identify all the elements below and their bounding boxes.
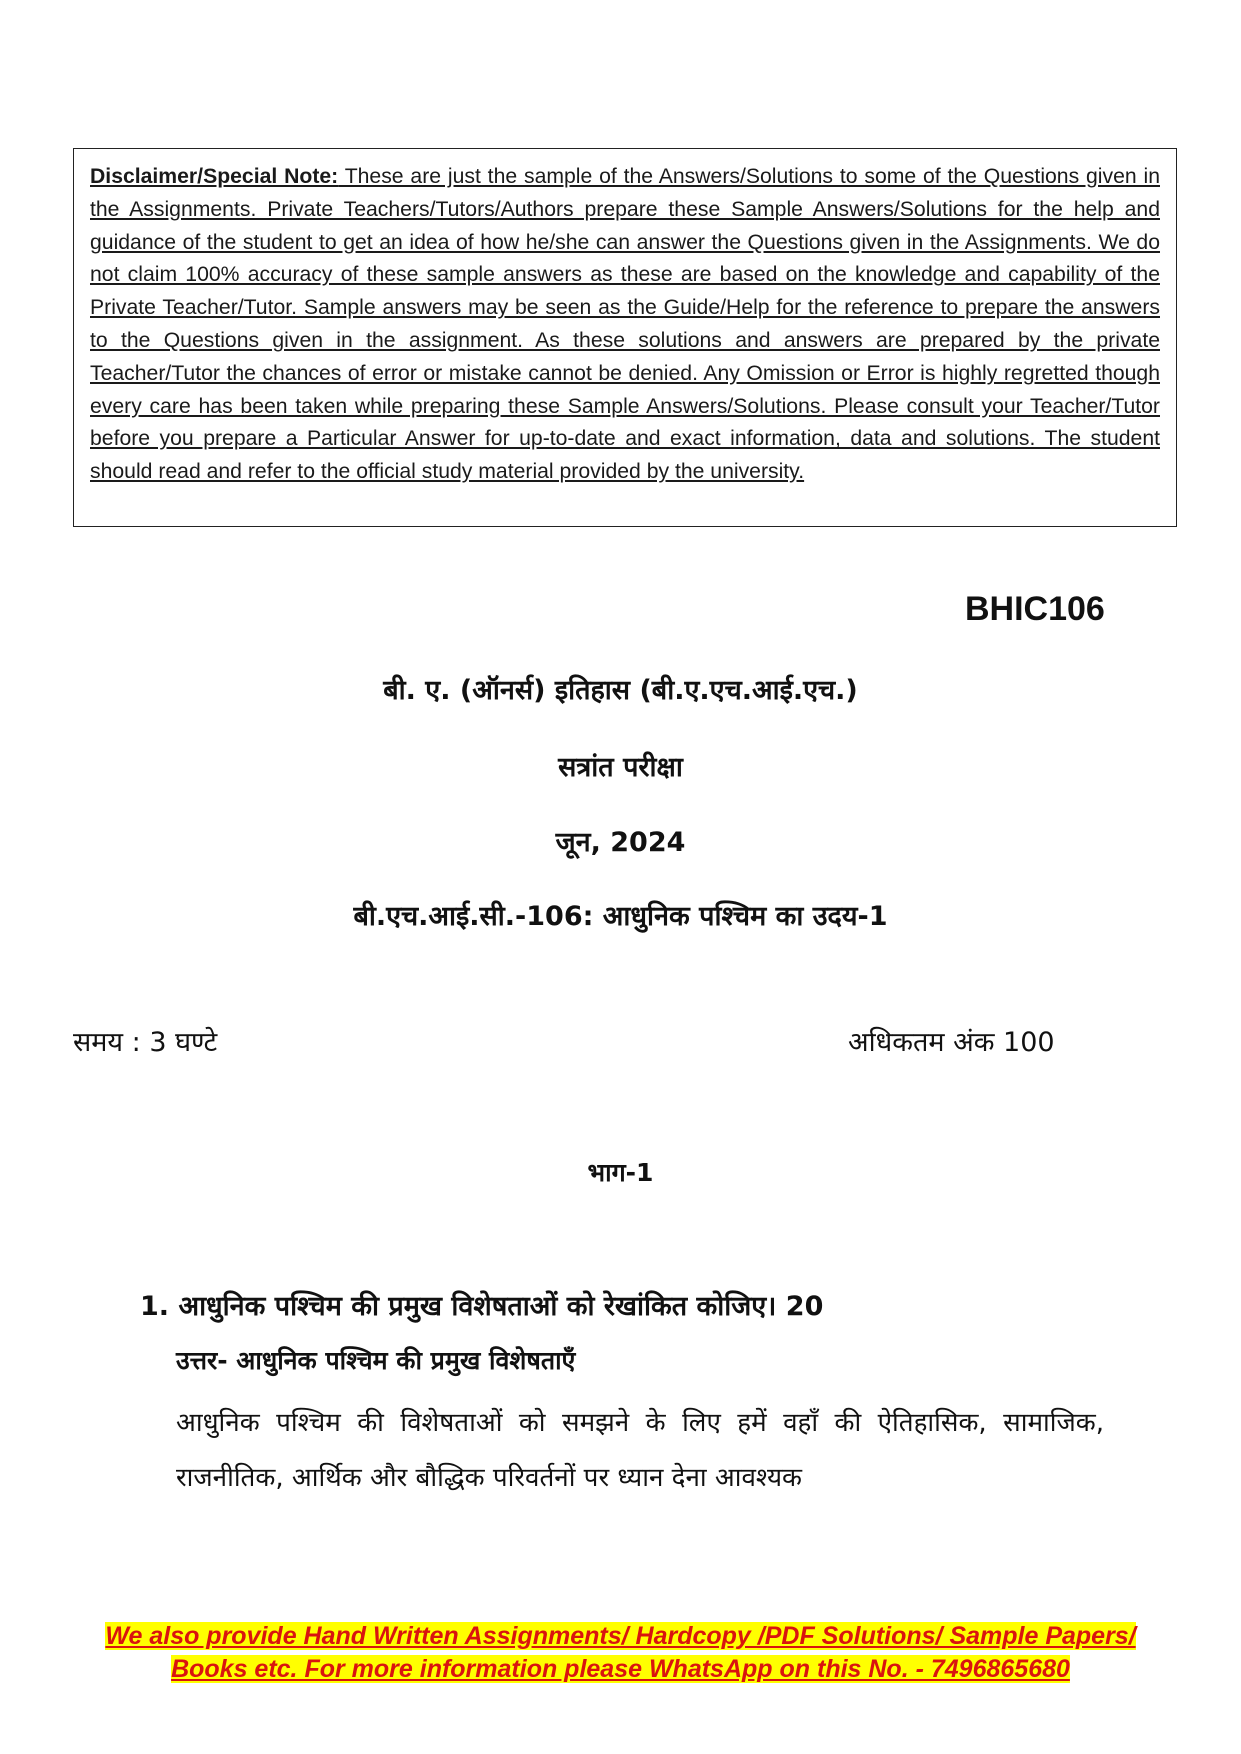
exam-session: जून, 2024: [555, 827, 686, 858]
disclaimer-text: These are just the sample of the Answers/Solutions to some of the Questions given in the Assignments. Private Teachers/Tutors/Authors prepare these Sample Answers/Solutions for the help and guidance of the student to get an idea of how he/she can answer the Questions given in the Assignments. We do not claim 100% accuracy of these sample answers as these are based on the knowledge and capability of the Private Teacher/Tutor. Sample answers may be seen as the Guide/Help for the reference to prepare the answers to the Questions given in the assignment. As these solutions and answers are prepared by the private Teacher/Tutor the chances of error or mistake cannot be denied. Any Omission or Error is highly regretted though every care has been taken while preparing these Sample Answers/Solutions. Please consult your Teacher/Tutor before you prepare a Particular Answer for up-to-date and exact information, data and solutions. The student should read and refer to the official study material provided by the university.: [90, 165, 1160, 484]
course-code: BHIC106: [965, 590, 1105, 628]
paper-title: बी.एच.आई.सी.-106: आधुनिक पश्चिम का उदय-1: [353, 901, 888, 932]
exam-time: समय : 3 घण्टे: [73, 1027, 218, 1058]
question-1: 1. आधुनिक पश्चिम की प्रमुख विशेषताओं को रेखांकित कोजिए। 20: [140, 1291, 824, 1322]
footer-line-1: We also provide Hand Written Assignments/ Hardcopy /PDF Solutions/ Sample Papers/: [105, 1622, 1136, 1650]
answer-heading: उत्तर- आधुनिक पश्चिम की प्रमुख विशेषताएँ: [176, 1346, 576, 1375]
exam-title: सत्रांत परीक्षा: [558, 752, 683, 783]
footer-promo: [0, 1620, 1241, 1686]
disclaimer-box: [73, 148, 1177, 527]
disclaimer-label: Disclaimer/Special Note:: [90, 165, 339, 188]
programme-title: बी. ए. (ऑनर्स) इतिहास (बी.ए.एच.आई.एच.): [383, 675, 858, 706]
part-heading: भाग-1: [587, 1158, 654, 1187]
max-marks: अधिकतम अंक 100: [848, 1027, 1055, 1058]
footer-line-2: Books etc. For more information please WhatsApp on this No. - 7496865680: [171, 1655, 1070, 1683]
disclaimer-paragraph: [90, 161, 1160, 489]
answer-body: आधुनिक पश्चिम की विशेषताओं को समझने के लिए हमें वहाँ की ऐतिहासिक, सामाजिक, राजनीतिक, आर्थिक और बौद्धिक परिवर्तनों पर ध्यान देना आवश्यक: [176, 1408, 1104, 1493]
